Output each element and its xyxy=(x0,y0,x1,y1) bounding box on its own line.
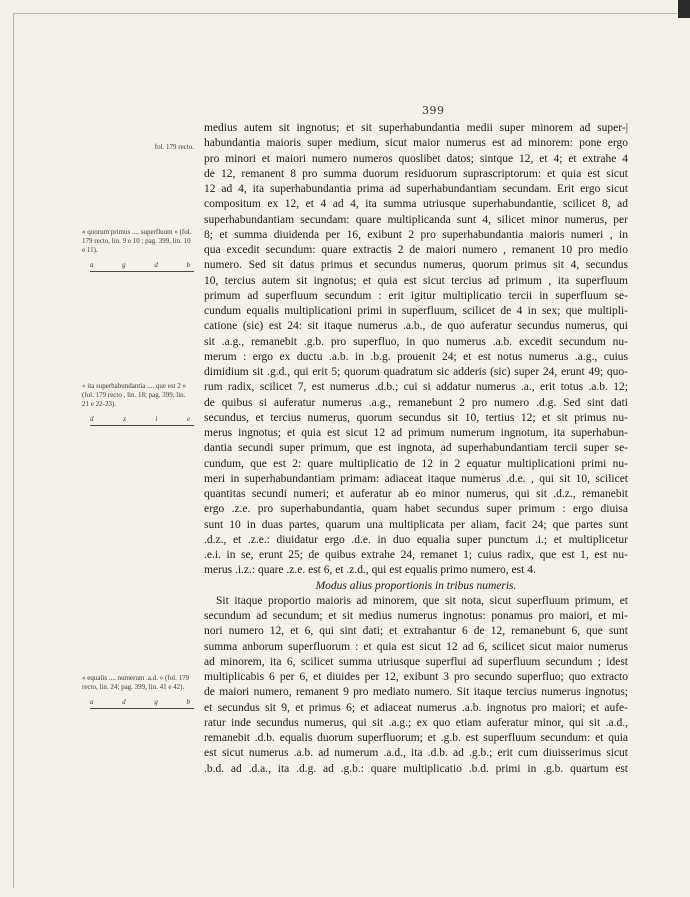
page-number: 399 xyxy=(422,104,445,117)
segment-letters xyxy=(82,409,194,424)
text-line: summa anborum superfluorum : et quia est sicut 12 ad 6, scilicet sicut maior numerus xyxy=(204,640,628,653)
text-line: primum ad superfluum secundum : erit igitur multiplicatio tercii in superfluum se- xyxy=(204,289,628,302)
text-line: secundum ad secundum; et sit medius numerus ingnotus: ponamus pro maiori, et mi- xyxy=(204,610,628,622)
text-line: multiplicabis 6 per 6, et diuides per 12, exibunt 3 pro secundo superfluo; quo extracto xyxy=(204,671,628,683)
segment-letter: a xyxy=(90,698,94,706)
segment-letter: i xyxy=(155,415,158,423)
text-line: rum radix, scilicet 7, est numerus .d.b.; cui si addatur numerus .a., erit totus .a.b. 12; xyxy=(204,381,628,394)
segment-letter: z xyxy=(123,415,126,423)
margin-note-text: « equalis .... numerum .a.d. » (fol. 179 recto, lin. 24; pag. 399, lin. 41 e 42). xyxy=(82,674,190,691)
margin-note-text: « ita superhabundantia .... que est 2 » (fol. 179 recto , lin. 18; pag. 399, lin. 21 e 22-23). xyxy=(82,382,187,408)
margin-note-diagram-3 xyxy=(82,674,194,709)
segment-letter: b xyxy=(186,698,190,706)
text-line: catione (sic) est 24: sit itaque numerus .a.b., de quo auferatur secundus numerus, qui xyxy=(204,320,628,333)
text-line: dantia secundi super primum, que est ingnota, ad superhabundantiam tercii super se- xyxy=(204,442,628,455)
margin-note-folio xyxy=(82,143,194,152)
margin-note-text: « quorum primus .... superfluum » (fol. 179 recto, lin. 9 e 10 ; pag. 399, lin. 10 e 11). xyxy=(82,228,192,254)
text-line: de quibus si auferatur numerus .a.g., remanebunt 2 pro numero .d.g. Sed sint dati xyxy=(204,396,628,409)
text-line: merum : ergo ex ductu .a.b. in .b.g. prouenit 24; et est notus numerus .a.g., cuius xyxy=(204,350,628,363)
text-line: superhabundantiam secundam: quare multiplicanda sunt 4, silicet minor numerus, per xyxy=(204,213,628,226)
segment-line xyxy=(90,708,194,709)
text-line: de 12, remanent 8 pro summa duorum residuorum suprascriptorum: et quia est sicut xyxy=(204,167,628,180)
margin-note-diagram-1 xyxy=(82,228,194,272)
text-line: dimidium sit .g.d., qui erit 5; quorum quadratum sic adderis (sic) super 24, erunt 49; quo- xyxy=(204,366,628,378)
text-line: secundus, et tercius numerus, quorum secundus sit 10, tertius 12; et sit primus nu- xyxy=(204,411,628,424)
text-line: ad minorem, ita 6, scilicet summa utriusque superflui ad superfluum secundum ; idest xyxy=(204,655,628,668)
segment-letter: d xyxy=(90,415,94,423)
segment-line xyxy=(90,271,194,272)
text-line: cundum, que est 2: quare multiplicatio de 12 in 2 equatur multiplicationi primi nu- xyxy=(204,457,628,470)
section-paragraph xyxy=(204,594,628,777)
text-line: .b.d. ad .d.a., ita .d.g. ad .g.b.: quare multiplicatio .b.d. primi in .g.b. quartum est xyxy=(204,762,628,775)
segment-letters xyxy=(82,255,194,270)
text-line: .e.i. in se, erunt 25; de quibus extrahe 24, remanet 1; cuius radix, que est 1, est nu- xyxy=(204,549,628,561)
text-line: est sicut numerus .a.b. ad numerum .a.d., ita .d.b. ad .g.b.; erit cum diuisserimus sicut xyxy=(204,747,628,760)
text-line: numero. Sed sit datus primus et secundus numerus, quorum primus sit 4, secundus xyxy=(204,259,628,272)
text-line: ratur inde secundus numerus, qui sit .a.g.; ex quo etiam auferatur minor, qui sit .a.d., xyxy=(204,716,628,729)
text-line: compositum ex 12, et 4 ad 4, ita summa utriusque superhabundantie, scilicet 8, ad xyxy=(204,198,628,211)
segment-line xyxy=(90,425,194,426)
text-line: medius autem sit ingnotus; et sit superhabundantia medii super minorem ad super-| xyxy=(204,122,628,134)
segment-letter: a xyxy=(90,261,94,269)
text-line: 10, tercius autem sit ingnotus; et quia est sicut tercius ad primum , ita superfluum xyxy=(204,274,628,287)
segment-letter: g xyxy=(154,698,158,706)
main-paragraph xyxy=(204,121,628,579)
text-line: habundantia maioris super medium, sicut maior numerus est ad minorem: pone ergo xyxy=(204,137,628,150)
text-line: meri in superhabundantiam primam: adiaceat itaque numerus .d.e. , qui sit 10, scilicet xyxy=(204,472,628,485)
corner-mark xyxy=(678,0,690,18)
segment-letter: d xyxy=(154,261,158,269)
text-line: 8; et summa diuidenda per 16, exibunt 2 pro superhabundantia maioris numeri , in xyxy=(204,228,628,241)
text-line: quantitas secundi numeri; et auferatur ab eo minor numerus, qui sit .d.z., remanebit xyxy=(204,488,628,500)
segment-letter: e xyxy=(186,415,190,423)
text-line: nori numero 12, et 6, qui sint dati; et extrahantur 6 de 12, remanebunt 6, que sunt xyxy=(204,625,628,638)
segment-letter: g xyxy=(122,261,126,269)
text-line: merus .i.z.: quare .z.e. est 6, et .z.d., qui est equalis primo numero, est 4. xyxy=(204,564,536,577)
text-line: merus ingnotus; et quia est sicut 12 ad primum numerum ingnotum, ita superhabun- xyxy=(204,427,628,439)
text-line: ergo .z.e. pro superhabundantia, quam habet secundus super primum : ergo diuisa xyxy=(204,503,628,516)
text-line: .d.z., et .z.e.: diuidatur ergo .d.e. in duo equalia super punctum .i.; et multiplicetur xyxy=(204,533,628,546)
text-line: pro minori et maiori numero numeros quoslibet datos; sintque 12, et 4; et extrahe 4 xyxy=(204,152,628,165)
segment-letter: b xyxy=(186,261,190,269)
text-line: sunt 10 in duas partes, quarum una multiplicata per aliam, facit 24; que partes sunt xyxy=(204,518,628,531)
margin-note-text: fol. 179 recto. xyxy=(154,143,194,151)
text-line: de maiori numero, remanent 9 pro mediato numero. Sit itaque tercius numerus ingnotus; xyxy=(204,686,628,699)
text-line: remanebit .d.b. equalis duorum superfluorum; et .g.b. est superfluum secundum: et quia xyxy=(204,732,628,744)
text-line: 12 ad 4, ita superhabundantia prima ad superhabundantiam secundam. Erit ergo sicut xyxy=(204,183,628,195)
text-line: et secundus sit 9, et primus 6; et adiaceat numerus .a.b. ingnotus pro maiori; et aufe- xyxy=(204,701,628,714)
segment-letter: d xyxy=(122,698,126,706)
text-line: cundum equalis multiplicationi primi in superfluum, scilicet de 4 in sex; que multipli- xyxy=(204,305,628,317)
segment-letters xyxy=(82,692,194,707)
text-line: sit .a.g., remanebit .g.b. pro superfluo, in quo numerus .a.b. excedit secundum nu- xyxy=(204,335,628,348)
section-heading: Modus alius proportionis in tribus numeris. xyxy=(315,579,517,592)
text-line: Sit itaque proportio maioris ad minorem, que sit nota, sicut superfluum primum, et xyxy=(216,594,628,607)
body-text xyxy=(204,121,628,777)
margin-note-diagram-2 xyxy=(82,382,194,426)
text-line: qua excedit secundum: quare extractis 2 de maiori numero , remanent 10 pro medio xyxy=(204,244,628,256)
